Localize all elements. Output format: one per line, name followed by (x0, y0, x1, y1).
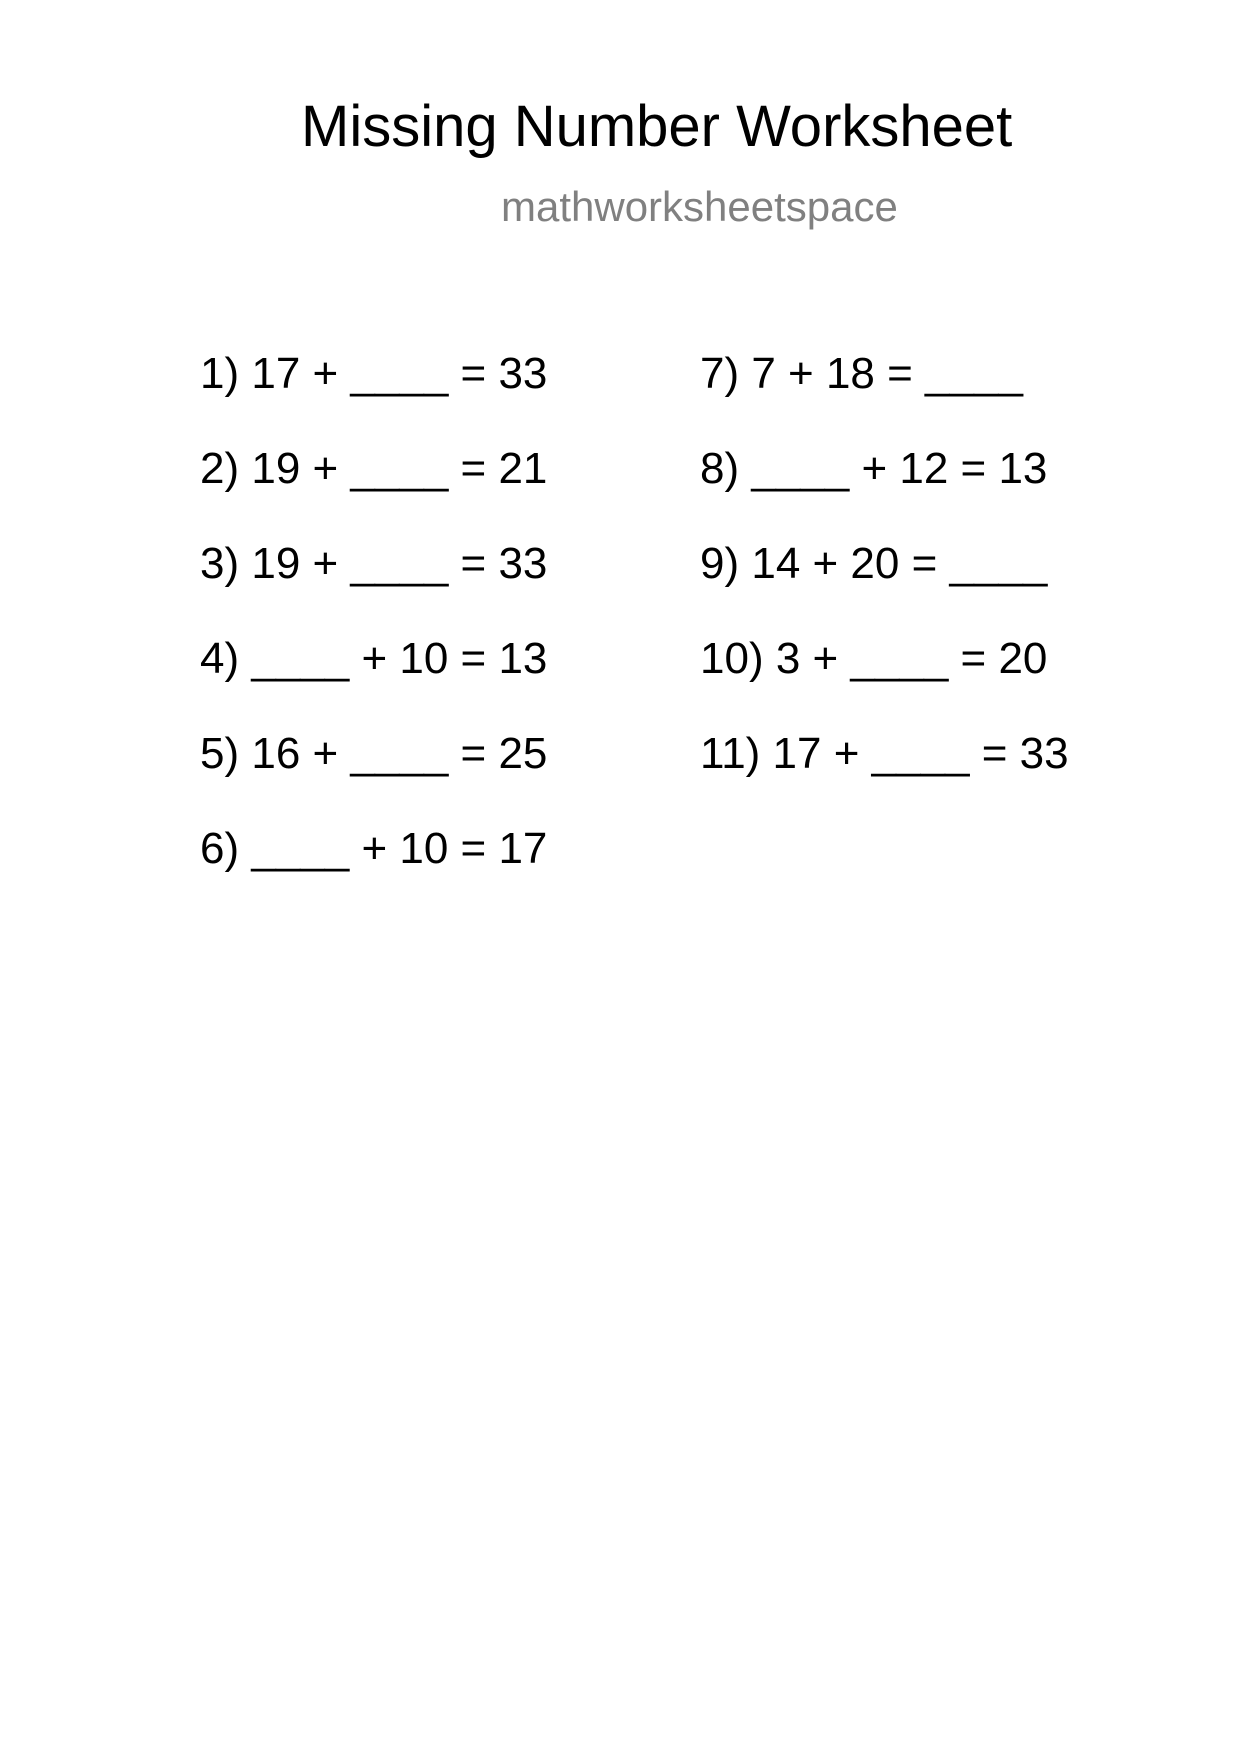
problem-1: 1) 17 + ____ = 33 (200, 349, 548, 398)
problem-6: 6) ____ + 10 = 17 (200, 824, 548, 873)
problem-2: 2) 19 + ____ = 21 (200, 444, 548, 493)
worksheet-title: Missing Number Worksheet (301, 94, 1013, 159)
problem-3: 3) 19 + ____ = 33 (200, 539, 548, 588)
problem-8: 8) ____ + 12 = 13 (700, 444, 1048, 493)
problem-7: 7) 7 + 18 = ____ (700, 349, 1023, 398)
problem-5: 5) 16 + ____ = 25 (200, 729, 548, 778)
problem-4: 4) ____ + 10 = 13 (200, 634, 548, 683)
problem-9: 9) 14 + 20 = ____ (700, 539, 1048, 588)
worksheet-source: mathworksheetspace (501, 183, 898, 230)
problem-11: 11) 17 + ____ = 33 (700, 729, 1069, 778)
problem-10: 10) 3 + ____ = 20 (700, 634, 1048, 683)
